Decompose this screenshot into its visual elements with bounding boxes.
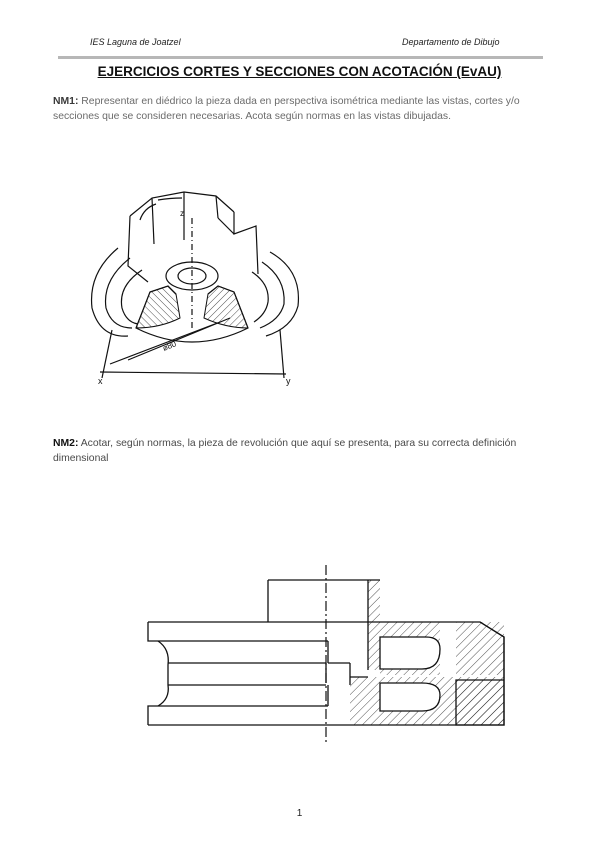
header-school: IES Laguna de Joatzel bbox=[90, 37, 181, 47]
exercise-nm2-text: Acotar, según normas, la pieza de revolución que aquí se presenta, para su correcta definición dimensional bbox=[53, 438, 517, 464]
revolution-piece-figure bbox=[140, 565, 510, 750]
axis-y-label: y bbox=[286, 376, 291, 386]
page-number: 1 bbox=[296, 808, 303, 819]
header-department: Departamento de Dibujo bbox=[402, 37, 500, 47]
exercise-nm1-label: NM1: bbox=[53, 96, 79, 107]
isometric-piece-figure bbox=[80, 178, 310, 400]
axis-z-label: z bbox=[180, 209, 184, 218]
exercise-nm1 bbox=[53, 95, 543, 124]
page-title: EJERCICIOS CORTES Y SECCIONES CON ACOTACIÓN (EvAU) bbox=[97, 64, 502, 79]
dimension-label: ø80 bbox=[161, 339, 178, 353]
exercise-nm1-text: Representar en diédrico la pieza dada en perspectiva isométrica mediante las vistas, cortes y/o secciones que se consideren necesarias. Acota según normas en las vistas dibujadas. bbox=[53, 96, 520, 122]
exercise-nm2-label: NM2: bbox=[53, 438, 79, 449]
axis-x-label: x bbox=[98, 376, 103, 386]
exercise-nm2 bbox=[53, 437, 553, 466]
header-rule bbox=[58, 56, 543, 59]
